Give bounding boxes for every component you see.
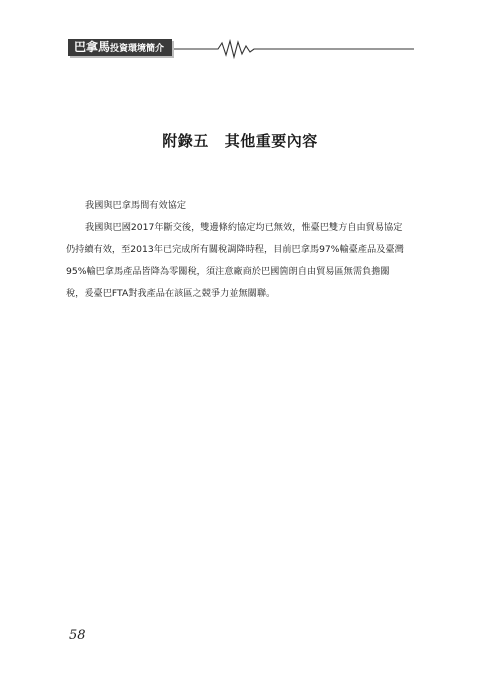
paragraph	[66, 217, 418, 305]
paragraph-line: 稅，爰臺巴FTA對我產品在該區之競爭力並無關聯。	[66, 288, 276, 299]
paragraph-line: 我國與巴國2017年斷交後，雙邊條約協定均已無效，惟臺巴雙方自由貿易協定	[85, 222, 403, 233]
page-number: 58	[69, 628, 86, 643]
subheading: 我國與巴拿馬間有效協定	[85, 200, 187, 211]
paragraph-line: 仍持續有效，至2013年已完成所有關稅調降時程，目前巴拿馬97%輸臺產品及臺灣	[66, 244, 404, 255]
appendix-number: 附錄五	[162, 132, 209, 150]
body-content	[66, 195, 418, 305]
paragraph-line: 95%輸巴拿馬產品皆降為零關稅，須注意廠商於巴國箇朗自由貿易區無需負擔關	[66, 266, 390, 277]
page-title	[0, 130, 480, 151]
appendix-title: 其他重要內容	[224, 132, 318, 150]
header-title	[68, 39, 172, 56]
running-header	[68, 36, 414, 60]
header-title-main: 巴拿馬	[74, 40, 111, 54]
header-title-sub: 投資環境簡介	[110, 44, 165, 54]
